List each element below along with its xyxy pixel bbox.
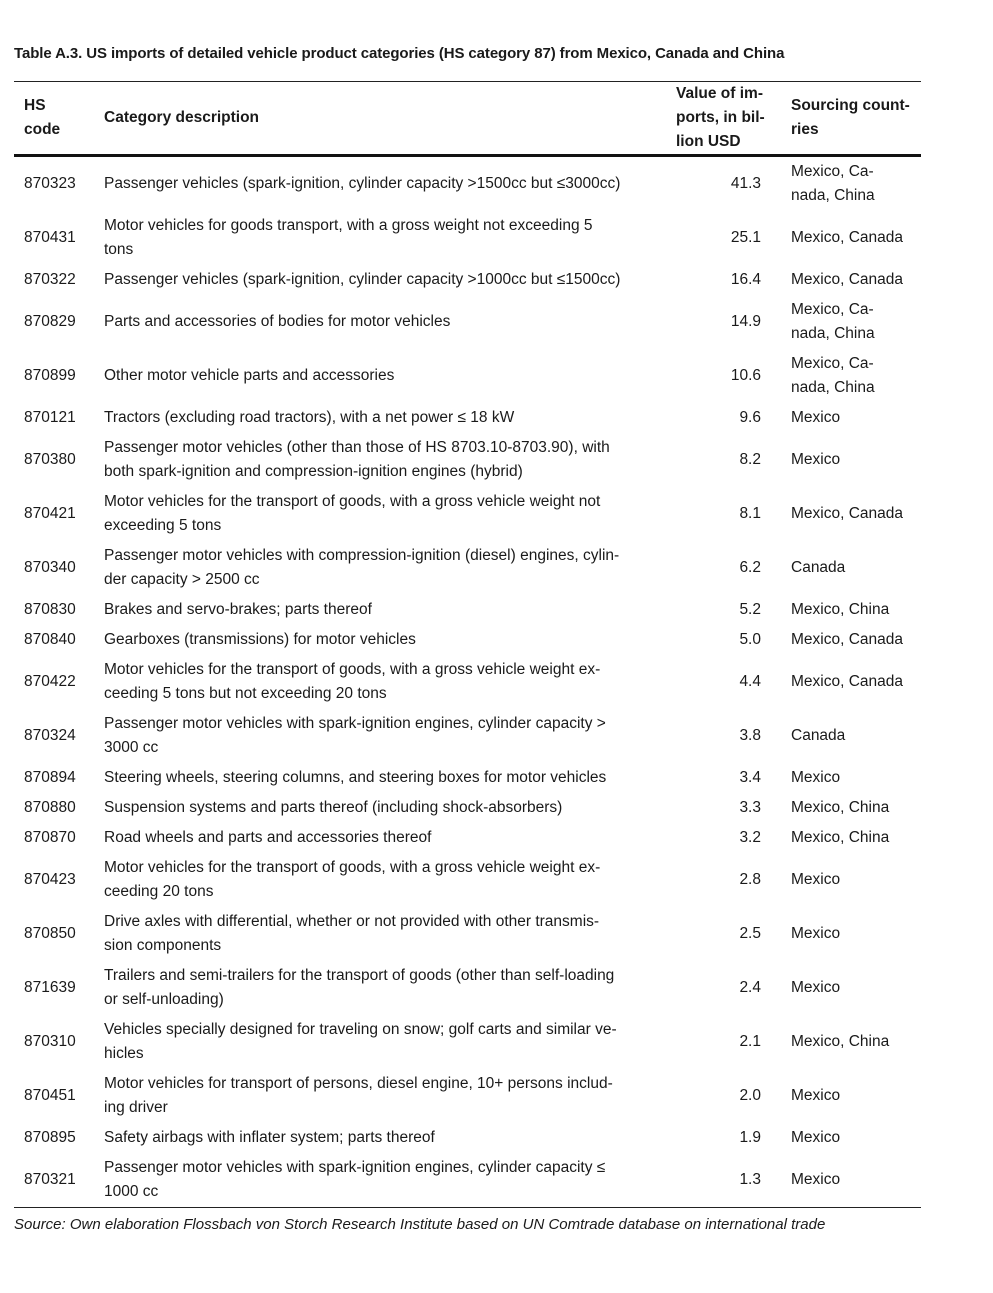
category-description-cell <box>93 265 666 295</box>
import-value-cell: 16.4 <box>730 271 761 288</box>
import-value-cell: 2.4 <box>739 979 761 996</box>
category-description-cell <box>93 487 666 541</box>
description-line: ing driver <box>104 1099 168 1116</box>
sourcing-line: Mexico <box>791 451 841 468</box>
category-description-cell <box>93 156 666 212</box>
sourcing-countries-cell <box>781 793 921 823</box>
description-line: Trailers and semi-trailers for the transport of goods (other than self-loading <box>104 967 615 984</box>
description-line: both spark-ignition and compression-ignition engines (hybrid) <box>104 463 523 480</box>
description-line: Safety airbags with inflater system; parts thereof <box>104 1129 435 1146</box>
hs-code-cell: 870423 <box>24 871 76 888</box>
table-row <box>14 853 921 907</box>
description-line: ceeding 5 tons but not exceeding 20 tons <box>104 685 387 702</box>
description-line: sion components <box>104 937 222 954</box>
table-row <box>14 655 921 709</box>
category-description-cell <box>93 853 666 907</box>
sourcing-countries-cell <box>781 907 921 961</box>
sourcing-line: Mexico <box>791 1129 841 1146</box>
header-value-of-imports <box>666 82 781 156</box>
table-row <box>14 625 921 655</box>
sourcing-countries-cell <box>781 595 921 625</box>
table-row <box>14 793 921 823</box>
hs-code-cell: 870323 <box>24 175 76 192</box>
header-sourcing-countries <box>781 82 921 156</box>
description-line: Passenger vehicles (spark-ignition, cylinder capacity >1500cc but ≤3000cc) <box>104 175 621 192</box>
source-note: Source: Own elaboration Flossbach von Storch Research Institute based on UN Comtrade database on international trade <box>14 1216 826 1233</box>
category-description-cell <box>93 823 666 853</box>
sourcing-countries-cell <box>781 709 921 763</box>
hs-code-cell: 870850 <box>24 925 76 942</box>
import-value-cell: 9.6 <box>739 409 761 426</box>
imports-table <box>14 81 921 1208</box>
description-line: tons <box>104 241 134 258</box>
description-line: exceeding 5 tons <box>104 517 222 534</box>
import-value-cell: 4.4 <box>739 673 761 690</box>
category-description-cell <box>93 655 666 709</box>
hs-code-cell: 870421 <box>24 505 76 522</box>
description-line: Road wheels and parts and accessories thereof <box>104 829 432 846</box>
description-line: hicles <box>104 1045 144 1062</box>
description-line: Passenger motor vehicles with compression-ignition (diesel) engines, cylin- <box>104 547 620 564</box>
sourcing-line: Mexico <box>791 409 841 426</box>
hs-code-cell: 870880 <box>24 799 76 816</box>
description-line: Brakes and servo-brakes; parts thereof <box>104 601 372 618</box>
import-value-cell: 14.9 <box>730 313 761 330</box>
import-value-cell: 3.2 <box>739 829 761 846</box>
hs-code-cell: 870829 <box>24 313 76 330</box>
hs-code-cell: 870310 <box>24 1033 76 1050</box>
table-body <box>14 156 921 1208</box>
import-value-cell: 6.2 <box>739 559 761 576</box>
table-row <box>14 709 921 763</box>
sourcing-line: Mexico <box>791 769 841 786</box>
sourcing-line: Mexico, China <box>791 601 890 618</box>
table-row <box>14 1123 921 1153</box>
header-row <box>14 82 921 156</box>
category-description-cell <box>93 295 666 349</box>
sourcing-countries-cell <box>781 763 921 793</box>
sourcing-line: Mexico <box>791 871 841 888</box>
hs-code-cell: 870840 <box>24 631 76 648</box>
sourcing-countries-cell <box>781 487 921 541</box>
category-description-cell <box>93 211 666 265</box>
table-row <box>14 961 921 1015</box>
category-description-cell <box>93 1069 666 1123</box>
sourcing-countries-cell <box>781 211 921 265</box>
table-row <box>14 1015 921 1069</box>
sourcing-line: Mexico, China <box>791 1033 890 1050</box>
import-value-cell: 8.2 <box>739 451 761 468</box>
description-line: Drive axles with differential, whether or not provided with other transmis- <box>104 913 600 930</box>
table-row <box>14 1153 921 1208</box>
sourcing-line: Mexico, Ca- <box>791 301 874 318</box>
sourcing-line: nada, China <box>791 379 875 396</box>
category-description-cell <box>93 541 666 595</box>
category-description-cell <box>93 595 666 625</box>
sourcing-line: Mexico, Canada <box>791 229 904 246</box>
category-description-cell <box>93 1015 666 1069</box>
header-category-description: Category description <box>104 109 260 126</box>
table-row <box>14 763 921 793</box>
description-line: Passenger vehicles (spark-ignition, cylinder capacity >1000cc but ≤1500cc) <box>104 271 621 288</box>
category-description-cell <box>93 793 666 823</box>
hs-code-cell: 870894 <box>24 769 76 786</box>
import-value-cell: 2.1 <box>739 1033 761 1050</box>
sourcing-countries-cell <box>781 655 921 709</box>
import-value-cell: 41.3 <box>730 175 761 192</box>
sourcing-countries-cell <box>781 349 921 403</box>
sourcing-line: Mexico, Canada <box>791 505 904 522</box>
sourcing-line: Canada <box>791 727 846 744</box>
sourcing-line: Mexico, Ca- <box>791 163 874 180</box>
document-page <box>14 44 921 1236</box>
sourcing-countries-cell <box>781 961 921 1015</box>
table-row <box>14 595 921 625</box>
sourcing-countries-cell <box>781 1069 921 1123</box>
description-line: Passenger motor vehicles with spark-ignition engines, cylinder capacity > <box>104 715 606 732</box>
description-line: der capacity > 2500 cc <box>104 571 260 588</box>
hs-code-cell: 871639 <box>24 979 76 996</box>
sourcing-countries-cell <box>781 823 921 853</box>
import-value-cell: 2.5 <box>739 925 761 942</box>
table-row <box>14 349 921 403</box>
description-line: Parts and accessories of bodies for motor vehicles <box>104 313 451 330</box>
category-description-cell <box>93 709 666 763</box>
import-value-cell: 3.8 <box>739 727 761 744</box>
import-value-cell: 8.1 <box>739 505 761 522</box>
sourcing-line: Canada <box>791 559 846 576</box>
category-description-cell <box>93 625 666 655</box>
import-value-cell: 3.4 <box>739 769 761 786</box>
import-value-cell: 2.8 <box>739 871 761 888</box>
header-line: Value of im- <box>676 85 763 102</box>
table-header <box>14 82 921 156</box>
hs-code-cell: 870451 <box>24 1087 76 1104</box>
hs-code-cell: 870431 <box>24 229 76 246</box>
table-row <box>14 295 921 349</box>
description-line: Motor vehicles for the transport of goods, with a gross vehicle weight not <box>104 493 601 510</box>
sourcing-countries-cell <box>781 295 921 349</box>
hs-code-cell: 870899 <box>24 367 76 384</box>
table-row <box>14 211 921 265</box>
import-value-cell: 1.9 <box>739 1129 761 1146</box>
sourcing-countries-cell <box>781 853 921 907</box>
sourcing-line: Mexico <box>791 1087 841 1104</box>
sourcing-countries-cell <box>781 403 921 433</box>
table-row <box>14 265 921 295</box>
description-line: Passenger motor vehicles (other than those of HS 8703.10-8703.90), with <box>104 439 610 456</box>
category-description-cell <box>93 763 666 793</box>
category-description-cell <box>93 403 666 433</box>
sourcing-line: Mexico, Ca- <box>791 355 874 372</box>
sourcing-line: Mexico, China <box>791 829 890 846</box>
header-line: lion USD <box>676 133 741 150</box>
table-row <box>14 1069 921 1123</box>
description-line: Other motor vehicle parts and accessories <box>104 367 395 384</box>
hs-code-cell: 870324 <box>24 727 76 744</box>
description-line: Motor vehicles for transport of persons, diesel engine, 10+ persons includ- <box>104 1075 613 1092</box>
description-line: ceeding 20 tons <box>104 883 214 900</box>
import-value-cell: 10.6 <box>730 367 761 384</box>
sourcing-countries-cell <box>781 156 921 212</box>
hs-code-cell: 870830 <box>24 601 76 618</box>
table-row <box>14 433 921 487</box>
category-description-cell <box>93 433 666 487</box>
sourcing-line: nada, China <box>791 187 875 204</box>
sourcing-line: Mexico, Canada <box>791 673 904 690</box>
description-line: Motor vehicles for the transport of goods, with a gross vehicle weight ex- <box>104 661 601 678</box>
sourcing-countries-cell <box>781 1015 921 1069</box>
category-description-cell <box>93 907 666 961</box>
sourcing-line: Mexico, Canada <box>791 631 904 648</box>
table-row <box>14 907 921 961</box>
category-description-cell <box>93 1123 666 1153</box>
sourcing-line: nada, China <box>791 325 875 342</box>
table-row <box>14 156 921 212</box>
import-value-cell: 5.0 <box>739 631 761 648</box>
sourcing-countries-cell <box>781 541 921 595</box>
import-value-cell: 1.3 <box>739 1171 761 1188</box>
hs-code-cell: 870870 <box>24 829 76 846</box>
sourcing-countries-cell <box>781 1123 921 1153</box>
sourcing-countries-cell <box>781 625 921 655</box>
description-line: Vehicles specially designed for traveling on snow; golf carts and similar ve- <box>104 1021 617 1038</box>
description-line: 3000 cc <box>104 739 159 756</box>
header-line: ports, in bil- <box>676 109 765 126</box>
description-line: 1000 cc <box>104 1183 159 1200</box>
import-value-cell: 25.1 <box>730 229 761 246</box>
sourcing-line: Mexico, Canada <box>791 271 904 288</box>
hs-code-cell: 870422 <box>24 673 76 690</box>
description-line: Suspension systems and parts thereof (including shock-absorbers) <box>104 799 563 816</box>
header-line: HS <box>24 97 46 114</box>
hs-code-cell: 870380 <box>24 451 76 468</box>
table-row <box>14 541 921 595</box>
description-line: Steering wheels, steering columns, and steering boxes for motor vehicles <box>104 769 607 786</box>
table-caption: Table A.3. US imports of detailed vehicle product categories (HS category 87) from Mexico, Canada and China <box>14 45 785 62</box>
description-line: Motor vehicles for the transport of goods, with a gross vehicle weight ex- <box>104 859 601 876</box>
hs-code-cell: 870322 <box>24 271 76 288</box>
sourcing-line: Mexico, China <box>791 799 890 816</box>
description-line: Passenger motor vehicles with spark-ignition engines, cylinder capacity ≤ <box>104 1159 606 1176</box>
description-line: or self-unloading) <box>104 991 224 1008</box>
description-line: Motor vehicles for goods transport, with a gross weight not exceeding 5 <box>104 217 593 234</box>
description-line: Tractors (excluding road tractors), with a net power ≤ 18 kW <box>104 409 515 426</box>
hs-code-cell: 870340 <box>24 559 76 576</box>
sourcing-line: Mexico <box>791 979 841 996</box>
category-description-cell <box>93 349 666 403</box>
sourcing-countries-cell <box>781 1153 921 1208</box>
sourcing-countries-cell <box>781 433 921 487</box>
header-hs-code <box>14 82 93 156</box>
description-line: Gearboxes (transmissions) for motor vehicles <box>104 631 416 648</box>
import-value-cell: 5.2 <box>739 601 761 618</box>
header-line: code <box>24 121 61 138</box>
sourcing-line: Mexico <box>791 925 841 942</box>
sourcing-line: Mexico <box>791 1171 841 1188</box>
header-line: Sourcing count- <box>791 97 910 114</box>
table-row <box>14 487 921 541</box>
hs-code-cell: 870121 <box>24 409 76 426</box>
category-description-cell <box>93 1153 666 1208</box>
hs-code-cell: 870321 <box>24 1171 76 1188</box>
category-description-cell <box>93 961 666 1015</box>
import-value-cell: 2.0 <box>739 1087 761 1104</box>
sourcing-countries-cell <box>781 265 921 295</box>
hs-code-cell: 870895 <box>24 1129 76 1146</box>
table-row <box>14 403 921 433</box>
import-value-cell: 3.3 <box>739 799 761 816</box>
table-row <box>14 823 921 853</box>
header-line: ries <box>791 121 819 138</box>
